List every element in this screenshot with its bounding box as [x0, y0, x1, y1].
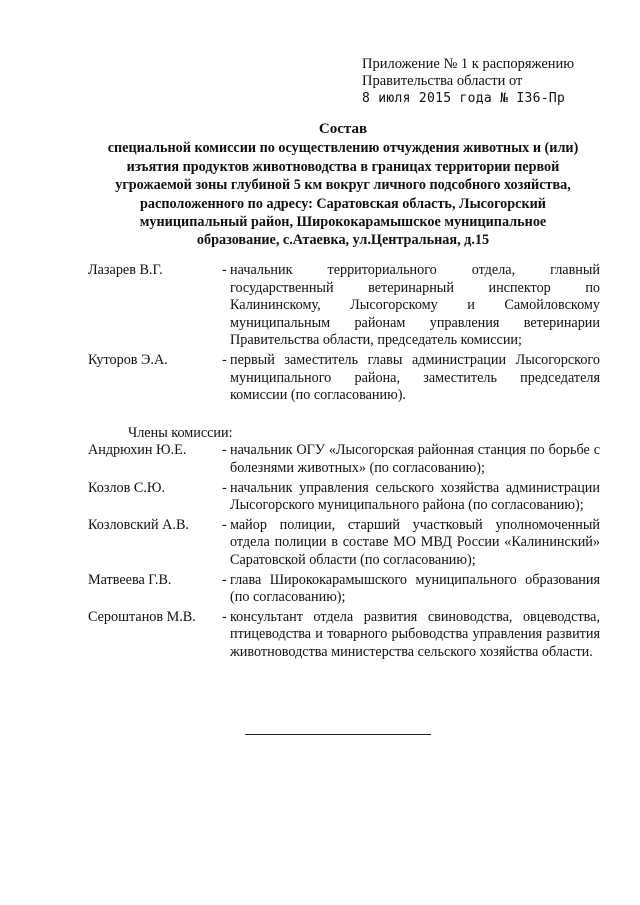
member-role: первый заместитель главы администрации Лысогорского муниципального района, заместитель председателя комиссии (по согласованию). — [230, 351, 600, 404]
document-title — [70, 120, 616, 250]
appendix-line-2: Правительства области от — [362, 73, 523, 89]
member-row — [88, 609, 600, 662]
appendix-date-number: 8 июля 2015 года № I36-Пр — [362, 91, 566, 106]
dash-marker: - — [222, 479, 227, 496]
title-line: образование, с.Атаевка, ул.Центральная, д.15 — [196, 232, 490, 249]
member-name: Лазарев В.Г. — [88, 262, 163, 278]
dash-marker: - — [222, 262, 227, 278]
member-name: Сероштанов М.В. — [88, 608, 196, 625]
appendix-header — [362, 56, 574, 107]
member-row — [88, 442, 600, 477]
title-line: изъятия продуктов животноводства в границах территории первой — [126, 158, 560, 175]
title-line: расположенного по адресу: Саратовская область, Лысогорский — [140, 195, 546, 212]
leadership-row-chair — [88, 262, 600, 350]
dash-marker: - — [222, 442, 227, 459]
members-heading: Члены комиссии: — [128, 424, 233, 441]
title-line: специальной комиссии по осуществлению отчуждения животных и (или) — [107, 140, 579, 157]
member-row — [88, 480, 600, 515]
dash-marker: - — [222, 608, 227, 625]
member-role: майор полиции, старший участковый уполномоченный отдела полиции в составе МО МВД России «Калининский» Саратовской области (по согласованию); — [230, 516, 600, 568]
member-name: Матвеева Г.В. — [88, 571, 172, 588]
leadership-row-deputy — [88, 352, 600, 405]
closing-divider-line — [245, 734, 431, 735]
member-role: глава Ширококарамышского муниципального образования (по согласованию); — [230, 571, 600, 606]
dash-marker: - — [222, 571, 227, 588]
member-role: начальник ОГУ «Лысогорская районная станция по борьбе с болезнями животных» (по согласованию); — [230, 442, 600, 476]
dash-marker: - — [222, 516, 227, 533]
dash-marker: - — [222, 351, 227, 368]
member-role: консультант отдела развития свиноводства, овцеводства, птицеводства и товарного рыбоводства управления развития животноводства министерства сельского хозяйства области. — [230, 608, 600, 660]
member-name: Козлов С.Ю. — [88, 479, 166, 496]
member-name: Куторов Э.А. — [88, 351, 168, 368]
appendix-line-1: Приложение № 1 к распоряжению — [362, 56, 575, 72]
title-heading: Состав — [318, 121, 368, 137]
member-name: Андрюхин Ю.Е. — [88, 442, 187, 459]
member-row — [88, 572, 600, 607]
member-row — [88, 517, 600, 570]
member-role: начальник территориального отдела, главный государственный ветеринарный инспектор по Калининскому, Лысогорскому и Самойловскому муниципальным районам управления ветеринарии Правительства области, председатель комиссии; — [230, 262, 600, 349]
title-line: муниципальный район, Ширококарамышское муниципальное — [139, 214, 547, 231]
member-role: начальник управления сельского хозяйства администрации Лысогорского муниципального района (по согласованию); — [230, 479, 600, 514]
commission-list — [88, 262, 600, 661]
member-name: Козловский А.В. — [88, 516, 189, 533]
title-line: угрожаемой зоны глубиной 5 км вокруг личного подсобного хозяйства, — [115, 177, 571, 194]
